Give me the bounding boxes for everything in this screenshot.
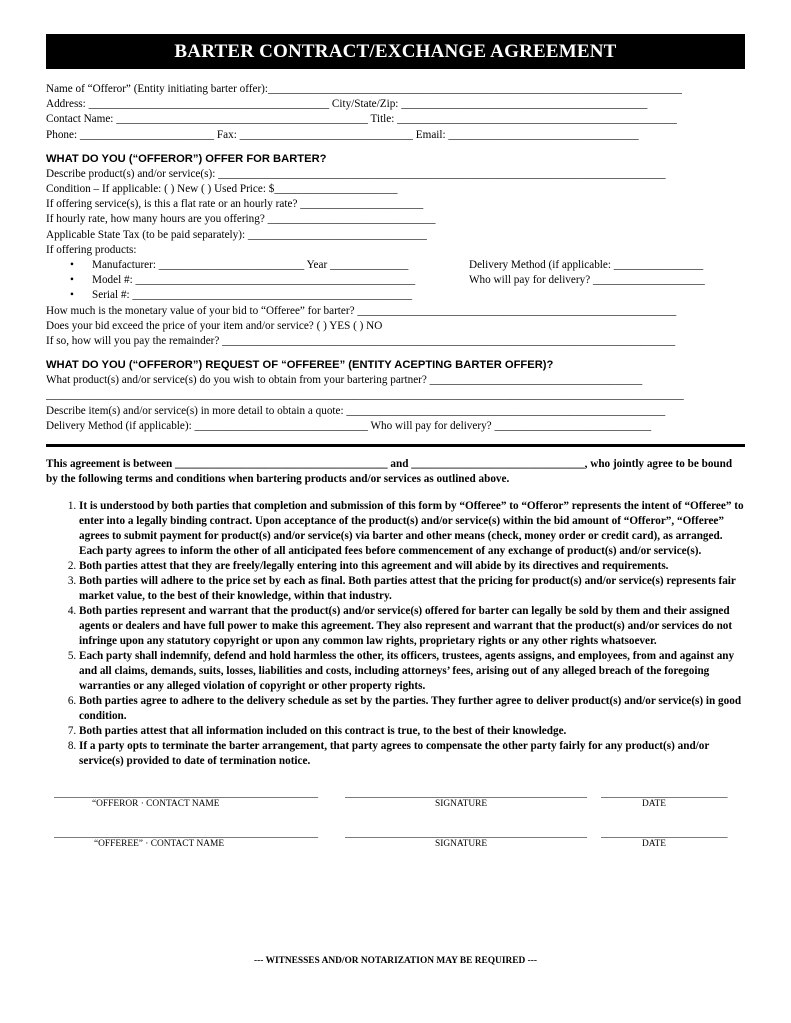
serial-field[interactable]: Serial #: __________________________________________________: [92, 289, 413, 302]
list-item: 1. It is understood by both parties that completion and submission of this form by “Offeree” to “Offeror” represents the intent of “Offeree” to enter into a legally binding contract. Upon acceptance of the product(s) and/or service(s) within the bid amount of “Offeror”, “Offeree” agrees to submit payment for product(s) and/or service(s) via barter and other means (check, money order or credit card), as arranged. Each party agrees to inform the other of all anticipated fees before commencement of any exchange of product(s) and/or service(s).: [79, 499, 745, 559]
agreement-intro: This agreement is between ______________________________________ and _______________________________, who jointly agree to be bound by the following terms and conditions when bartering products and/or services as outlined above.: [46, 458, 733, 486]
list-item: 2. Both parties attest that they are freely/legally entering into this agreement and will abide by its directives and requirements.: [79, 559, 745, 574]
request-field-continued[interactable]: __________________________________________________________________________________________________________________: [46, 389, 684, 402]
signature-caption: SIGNATURE: [435, 839, 488, 850]
contract-page: [46, 34, 745, 853]
section-request: [46, 373, 745, 434]
list-item: 3. Both parties will adhere to the price set by each as final. Both parties attest that the pricing for product(s) and/or service(s) represents fair market value, to the best of their knowledge, within that industry.: [79, 574, 745, 604]
delivery-method-field[interactable]: Delivery Method (if applicable: ________________: [469, 259, 704, 272]
address-field[interactable]: Address: ___________________________________________ City/State/Zip: ____________________________________________: [46, 98, 648, 111]
monetary-value-field[interactable]: How much is the monetary value of your bid to “Offeree” for barter? _________________________________________________________: [46, 304, 677, 317]
date-caption: DATE: [642, 839, 666, 850]
phone-field[interactable]: Phone: ________________________ Fax: _______________________________ Email: __________________________________: [46, 128, 639, 141]
signature-block: [46, 787, 745, 853]
offeree-date-line[interactable]: _______________________: [601, 827, 728, 840]
offeror-captions: [46, 799, 745, 813]
list-item: 4. Both parties represent and warrant that the product(s) and/or service(s) offered for barter can legally be sold by them and their assigned agents or dealers and have full power to make this agreement. They also represent and warrant that the product(s) and/or services do not infringe upon any statutory copyright or upon any common law rights, proprietary rights or any other rights whatsoever.: [79, 604, 745, 649]
list-item: 6. Both parties agree to adhere to the delivery schedule as set by the parties. They further agree to deliver product(s) and/or service(s) in good condition.: [79, 694, 745, 724]
request-delivery-field[interactable]: Delivery Method (if applicable): _______________________________ Who will pay for delivery? ____________________________: [46, 419, 652, 432]
list-item: 7. Both parties attest that all information included on this contract is true, to the best of their knowledge.: [79, 724, 745, 739]
offeree-caption: “OFFEREE” · CONTACT NAME: [94, 839, 225, 850]
list-item[interactable]: [46, 273, 745, 288]
exceed-price-field[interactable]: Does your bid exceed the price of your item and/or service? ( ) YES ( ) NO: [46, 319, 383, 332]
list-item[interactable]: [46, 288, 745, 303]
offeree-signature-line[interactable]: ____________________________________________: [345, 827, 587, 840]
request-field[interactable]: What product(s) and/or service(s) do you wish to obtain from your bartering partner? ______________________________________: [46, 374, 643, 387]
offeror-info: [46, 82, 745, 143]
quote-field[interactable]: Describe item(s) and/or service(s) in more detail to obtain a quote: _________________________________________________________: [46, 404, 666, 417]
remainder-field[interactable]: If so, how will you pay the remainder? _________________________________________________________________________________: [46, 335, 676, 348]
offeror-name-line[interactable]: ________________________________________________: [54, 787, 318, 800]
offeror-caption: “OFFEROR · CONTACT NAME: [92, 799, 220, 810]
describe-field[interactable]: Describe product(s) and/or service(s): ________________________________________________________________________________: [46, 167, 666, 180]
list-item: 8. If a party opts to terminate the barter arrangement, that party agrees to compensate the other party fairly for any product(s) and/or service(s) provided to date of termination notice.: [79, 739, 745, 769]
contact-field[interactable]: Contact Name: _____________________________________________ Title: __________________________________________________: [46, 113, 677, 126]
section-offer-heading: WHAT DO YOU (“OFFEROR”) OFFER FOR BARTER?: [46, 152, 327, 165]
rate-field[interactable]: If offering service(s), is this a flat rate or an hourly rate? ______________________: [46, 198, 424, 211]
offeree-captions: [46, 839, 745, 853]
footer-note: --- WITNESSES AND/OR NOTARIZATION MAY BE REQUIRED ---: [254, 956, 537, 966]
hours-field[interactable]: If hourly rate, how many hours are you offering? ______________________________: [46, 213, 436, 226]
delivery-payer-field[interactable]: Who will pay for delivery? ____________________: [469, 274, 705, 287]
manufacturer-field[interactable]: Manufacturer: __________________________ Year ______________: [92, 259, 409, 272]
offeree-name-line[interactable]: ________________________________________________: [54, 827, 318, 840]
date-caption: DATE: [642, 799, 666, 810]
model-field[interactable]: Model #: __________________________________________________: [92, 274, 416, 287]
tax-field[interactable]: Applicable State Tax (to be paid separately): ________________________________: [46, 228, 427, 241]
offeror-name-field[interactable]: Name of “Offeror” (Entity initiating barter offer):__________________________________________________________________________: [46, 83, 682, 95]
offeror-date-line[interactable]: _______________________: [601, 787, 728, 800]
list-item[interactable]: [46, 258, 745, 273]
title-bar: [46, 34, 745, 69]
section-offer: [46, 167, 745, 349]
signature-caption: SIGNATURE: [435, 799, 488, 810]
document-title: BARTER CONTRACT/EXCHANGE AGREEMENT: [174, 40, 617, 62]
condition-field[interactable]: Condition – If applicable: ( ) New ( ) Used Price: $______________________: [46, 183, 398, 196]
terms-list: [46, 499, 745, 769]
offeror-signature-line[interactable]: ____________________________________________: [345, 787, 587, 800]
divider: [46, 444, 745, 447]
products-label: If offering products:: [46, 243, 137, 256]
list-item: 5. Each party shall indemnify, defend and hold harmless the other, its officers, trustees, agents assigns, and employees, from and against any and all claims, demands, suits, losses, liabilities and costs, including attorneys’ fees, arising out of any alleged breach of the foregoing warranties or any alleged violation of copyright or other property rights.: [79, 649, 745, 694]
section-request-heading: WHAT DO YOU (“OFFEROR”) REQUEST OF “OFFEREE” (ENTITY ACEPTING BARTER OFFER)?: [46, 359, 554, 372]
